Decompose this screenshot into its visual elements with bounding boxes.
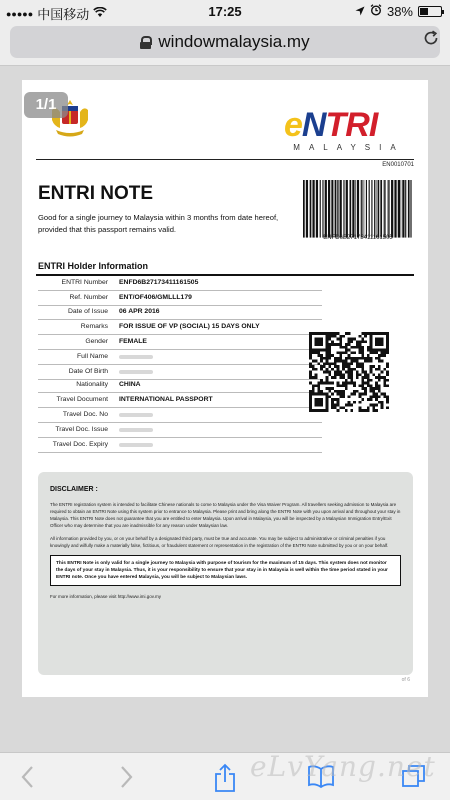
forward-icon[interactable] — [118, 763, 134, 791]
info-label: Remarks — [80, 323, 108, 330]
clock: 17:25 — [208, 4, 242, 19]
barcode — [302, 180, 414, 242]
info-label: Travel Doc. No — [62, 411, 108, 418]
entri-logo-word — [284, 108, 414, 142]
info-label: Ref. Number — [69, 294, 108, 301]
qr-code — [309, 332, 389, 412]
info-row — [22, 423, 322, 438]
document-title: ENTRI NOTE — [38, 183, 154, 204]
entri-logo — [284, 108, 414, 152]
disclaimer-heading: DISCLAIMER : — [50, 486, 98, 493]
info-row — [22, 335, 322, 350]
lock-icon — [140, 36, 151, 49]
info-row — [22, 305, 322, 320]
redacted-value — [119, 443, 153, 447]
info-row — [22, 350, 322, 365]
redacted-value — [119, 370, 153, 374]
reload-icon[interactable] — [422, 29, 440, 47]
battery-percent: 38% — [386, 4, 413, 19]
redacted-value — [119, 413, 153, 417]
battery-fill — [420, 8, 428, 15]
info-value: FOR ISSUE OF VP (SOCIAL) 15 DAYS ONLY — [119, 323, 260, 330]
alarm-icon — [370, 4, 382, 19]
validity-notice — [50, 555, 401, 586]
page-footer: of 6 — [401, 677, 410, 683]
validity-notice-text: This ENTRI Note is only valid for a single journey to Malaysia with purpose of tourism for the maximum of 15 days. This system does not monitor the days of your stay in Malaysia. Thus, it is your responsibility to ensure that your stay in in Malaysia is well within the time period stated in your ENTRI note. Once you have entered Malaysia, you will be subject to Malaysian laws. — [56, 561, 388, 580]
back-icon[interactable] — [20, 763, 36, 791]
browser-bar — [0, 22, 450, 66]
info-label: Nationality — [76, 381, 108, 388]
info-label: Travel Document — [56, 396, 108, 403]
logo-letter: e — [284, 106, 302, 144]
logo-letter: R — [345, 106, 369, 144]
watermark: eLvYang.net — [250, 750, 436, 783]
address-field[interactable] — [10, 26, 440, 58]
info-row — [22, 408, 322, 423]
carrier-label: 中国移动 — [37, 7, 90, 22]
info-value: ENT/OF406/GMLLL179 — [119, 294, 192, 301]
disclaimer-box — [38, 472, 413, 675]
info-value: CHINA — [119, 381, 141, 388]
reference-code: EN0010701 — [382, 162, 414, 168]
logo-letter: N — [301, 106, 326, 144]
info-row — [22, 378, 322, 393]
status-right — [355, 4, 442, 19]
entri-logo-subtitle: MALAYSIA — [293, 143, 405, 152]
redacted-value — [119, 428, 153, 432]
url-text: windowmalaysia.my — [158, 32, 310, 51]
info-value: ENFD6B27173411161505 — [119, 279, 199, 286]
redacted-value — [119, 355, 153, 359]
info-row — [22, 291, 322, 306]
row-divider — [38, 452, 322, 453]
info-value: INTERNATIONAL PASSPORT — [119, 396, 213, 403]
info-label: ENTRI Number — [61, 279, 108, 286]
share-icon[interactable] — [213, 763, 237, 791]
document-subtitle: Good for a single journey to Malaysia within 3 months from date hereof, provided that this passport remains valid. — [38, 213, 279, 234]
page-indicator: 1/1 — [24, 92, 68, 118]
info-label: Travel Doc. Issue — [55, 426, 108, 433]
barcode-number: ENFD6B27173411161505 — [323, 235, 393, 241]
info-label: Date Of Birth — [68, 368, 108, 375]
battery-icon — [418, 6, 442, 17]
disclaimer-paragraph-1: The ENTRI registration system is intended to facilitate Chinese nationals to come to Malaysia under the Visa Waiver Program. All travellers seeking admission to Malaysia are required to obtain an ENTRI Note using this system prior to entrance to Malaysia. Please print and bring along the ENTRI Note with you upon arrival and throughout your stay in Malaysia. This ENTRI Note does not guarantee that you are entitled to enter Malaysia. Upon arrival in Malaysia, you will be inspected by a Malaysian Immigration Entry/Exit Officer who may determine that you are inadmissible for any reason under Malaysian law. — [50, 502, 401, 528]
info-label: Gender — [85, 338, 108, 345]
logo-letter: T — [325, 106, 346, 144]
info-row — [22, 276, 322, 291]
info-label: Travel Doc. Expiry — [52, 441, 108, 448]
disclaimer-footer: For more information, please visit http://www.imi.gov.my — [50, 594, 161, 599]
info-row — [22, 320, 322, 335]
section-title: ENTRI Holder Information — [38, 261, 148, 271]
info-value: 06 APR 2016 — [119, 308, 160, 315]
info-label: Full Name — [77, 353, 108, 360]
disclaimer-paragraph-2: All information provided by you, or on your behalf by a designated third party, must be true and accurate. You may be subject to administrative or criminal penalties if you knowingly and wilfully make a materially false, fictitious, or fraudulent statement or representation in the registration of the ENTRI Note submitted by you or on your behalf. — [50, 536, 389, 548]
pdf-page[interactable] — [22, 80, 428, 697]
location-arrow-icon — [355, 4, 365, 19]
info-row — [22, 393, 322, 408]
header-divider — [36, 159, 414, 160]
status-bar — [0, 0, 450, 22]
info-row — [22, 438, 322, 453]
info-value: FEMALE — [119, 338, 147, 345]
logo-letter: I — [368, 106, 378, 144]
signal-dots-icon: ●●●●● — [6, 8, 34, 19]
info-label: Date of Issue — [67, 308, 108, 315]
